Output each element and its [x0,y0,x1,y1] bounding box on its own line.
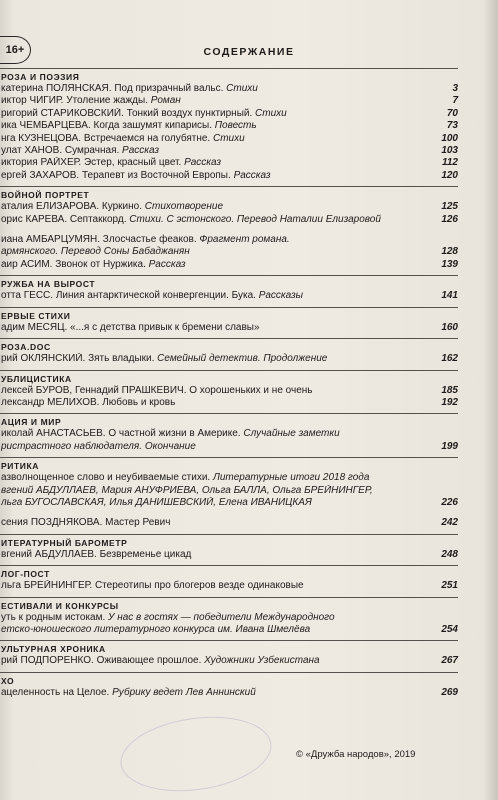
entry-page-number: 126 [441,213,458,225]
entry-genre: Рассказы [258,290,304,302]
toc-section [0,413,458,457]
toc-entry [0,259,458,271]
toc-entry [0,133,458,145]
entry-genre: Стихи [226,83,258,94]
section-heading: АЦИЯ И МИР [1,417,62,428]
entry-title [1,145,432,157]
toc-section [0,640,458,671]
entry-page-number: 160 [441,321,458,333]
entry-text: уть к родным истокам. [1,611,109,623]
entry-genre: Рассказ [233,169,271,181]
entry-text: нга КУЗНЕЦОВА. Встречаемся на голубятне. [1,132,213,144]
entry-genre: армянского. Перевод Соны Бабаджанян [1,246,190,258]
entry-genre: Рассказ [122,145,159,157]
toc-entry [0,108,458,120]
toc-entry [0,145,458,157]
toc-section [0,370,458,414]
entry-title [1,428,432,440]
entry-text: иколай АНАСТАСЬЕВ. О частной жизни в Америке. [1,428,244,440]
entry-title [1,95,432,107]
entry-page-number: 251 [441,580,458,592]
toc-entry [0,428,458,440]
toc-section [0,307,458,338]
section-heading: РОЗА.DOC [1,342,51,353]
entry-title [1,624,432,636]
entry-text: ергей ЗАХАРОВ. Терапевт из Восточной Европы. [1,169,234,181]
toc-entry [0,95,458,107]
entry-text: адим МЕСЯЦ. «...я с детства привык к бремени славы» [1,321,260,333]
entry-genre: Семейный детектив. Продолжение [157,353,328,365]
entry-text: катерина ПОЛЯНСКАЯ. Под призрачный вальс. [1,83,227,94]
entry-title [1,385,432,397]
section-heading: УЛЬТУРНАЯ ХРОНИКА [1,644,106,655]
toc-entry [0,83,458,95]
toc-entry [0,397,458,409]
entry-text: ика ЧЕМБАРЦЕВА. Когда зашумят кипарисы. [1,120,215,132]
toc-section [0,275,458,306]
entry-genre: Рассказ [184,157,222,169]
toc-entry [0,322,458,334]
toc-section [0,457,458,534]
entry-title [1,441,432,453]
entry-title [1,259,432,271]
library-stamp [116,708,277,800]
entry-page-number: 103 [441,145,458,157]
toc-section [0,672,458,703]
entry-text: отта ГЕСС. Линия антарктической конвергенции. Бука. [1,290,259,302]
toc-entry [0,120,458,132]
entry-text: рий ОКЛЯНСКИЙ. Зять владыки. [1,353,158,365]
section-heading: ЕСТИВАЛИ И КОНКУРСЫ [1,600,119,611]
entry-title [1,120,432,132]
entry-page-number: 112 [442,157,458,169]
entry-title [1,83,432,95]
toc-section [0,186,458,275]
entry-page-number: 70 [446,107,458,119]
entry-genre: Роман [150,95,181,107]
page-edge-shadow [484,0,498,800]
entry-title [1,472,432,484]
entry-text: аталия ЕЛИЗАРОВА. Куркино. [1,201,145,213]
entry-title [1,322,432,334]
entry-genre: Случайные заметки [243,428,340,440]
entry-page-number: 185 [441,384,458,396]
section-heading: ХО [1,675,15,686]
entry-text: лександр МЕЛИХОВ. Любовь и кровь [1,396,176,408]
section-heading: УБЛИЦИСТИКА [1,373,72,384]
entry-page-number: 100 [441,132,458,144]
toc-entry [0,201,458,213]
entry-title [1,353,432,365]
toc-section [0,68,458,186]
entry-genre: Стихи. С эстонского. Перевод Наталии Елизаровой [129,213,381,225]
entry-text: улат ХАНОВ. Сумрачная. [1,145,123,157]
entry-page-number: 242 [441,517,458,529]
toc-section [0,565,458,596]
entry-text: орис КАРЕВА. Септаккорд. [1,213,130,225]
section-heading: РУЖБА НА ВЫРОСТ [1,279,96,290]
toc-section [0,597,458,641]
toc-entry [0,472,458,484]
entry-title [1,655,432,667]
entry-title [1,108,432,120]
entry-page-number: 192 [441,396,458,408]
entry-genre: У нас в гостях — победители Международного [108,611,335,623]
entry-page-number: 141 [441,290,458,302]
entry-page-number: 248 [441,548,458,560]
entry-page-number: 267 [441,655,458,667]
toc-entry [0,170,458,182]
entry-genre: ристрастного наблюдателя. Окончание [1,440,196,452]
toc-section [0,338,458,369]
toc-entry [0,385,458,397]
entry-title [1,580,432,592]
entry-text: ригорий СТАРИКОВСКИЙ. Тонкий воздух пунктирный. [1,107,256,119]
section-heading: ИТЕРАТУРНЫЙ БАРОМЕТР [1,537,128,548]
toc-entry [0,214,458,226]
section-heading: ЕРВЫЕ СТИХИ [1,310,71,321]
age-rating-badge: 16+ [0,36,31,64]
entry-genre: вгений АБДУЛЛАЕВ, Мария АНУФРИЕВА, Ольга БАЛЛА, Ольга БРЕЙНИНГЕР, [1,484,373,496]
toc-entry [0,234,458,246]
entry-genre: Стихи [255,107,287,119]
entry-title [1,612,432,624]
entry-page-number: 7 [452,95,458,107]
entry-title [1,517,432,529]
toc-entry [0,441,458,453]
entry-text: азволнощенное слово и неубиваемые стихи. [1,472,213,484]
toc-entry [0,549,458,561]
entry-title [1,201,432,213]
entry-genre: Фрагмент романа. [199,234,290,246]
entry-text: вгений АБДУЛЛАЕВ. Безвременье цикад [1,548,192,560]
copyright-line: © «Дружба народов», 2019 [296,749,416,760]
entry-title [1,290,432,302]
toc-entry [0,290,458,302]
section-heading: РОЗА И ПОЭЗИЯ [1,72,80,82]
toc-entry [0,353,458,365]
entry-genre: Рассказ [148,258,186,270]
toc-entry [0,655,458,667]
entry-title [1,246,432,258]
entry-title [1,687,432,699]
entry-page-number: 162 [441,353,458,365]
entry-genre: Рубрику ведет Лев Аннинский [112,686,256,698]
entry-text: иктория РАЙХЕР. Эстер, красный цвет. [1,157,185,169]
entry-text: иктор ЧИГИР. Утоление жажды. [1,95,151,107]
entry-text: льга БРЕЙНИНГЕР. Стереотипы про блогеров везде одинаковые [1,580,304,592]
toc-entry [0,612,458,624]
toc-entry [0,687,458,699]
toc-entry [0,580,458,592]
entry-page-number: 226 [441,496,458,508]
entry-genre: Повесть [214,120,257,132]
entry-title [1,549,432,561]
toc-entry [0,157,458,169]
toc-entry [0,246,458,258]
section-heading: РИТИКА [1,461,40,472]
toc-section [0,534,458,565]
page-title: СОДЕРЖАНИЕ [203,46,295,58]
entry-genre: Художники Узбекистана [204,655,320,667]
toc-entry [0,624,458,636]
entry-page-number: 139 [441,258,458,270]
toc-entry [0,497,458,509]
entry-title [1,133,432,145]
table-of-contents [0,68,458,703]
entry-text: ацеленность на Целое. [1,686,113,698]
entry-genre: Литературные итоги 2018 года [212,472,370,484]
entry-title [1,157,432,169]
entry-page-number: 125 [441,201,458,213]
entry-page-number: 120 [441,169,458,181]
entry-genre: Стихи [212,132,245,144]
entry-title [1,170,432,182]
entry-page-number: 3 [452,83,458,94]
entry-page-number: 73 [446,120,458,132]
entry-page-number: 199 [441,440,458,452]
entry-text: аир АСИМ. Звонок от Нуржика. [1,258,149,270]
entry-page-number: 254 [441,623,458,635]
entry-title [1,214,432,226]
entry-text: сения ПОЗДНЯКОВА. Мастер Ревич [1,517,171,529]
entry-title [1,497,432,509]
entry-title [1,397,432,409]
entry-genre: льга БУГОСЛАВСКАЯ, Илья ДАНИШЕВСКИЙ, Елена ИВАНИЦКАЯ [1,496,312,508]
entry-text: иана АМБАРЦУМЯН. Злосчастье феаков. [1,234,200,246]
entry-page-number: 269 [441,686,458,698]
section-heading: ЛОГ-ПОСТ [1,569,50,580]
entry-page-number: 128 [441,246,458,258]
toc-entry [0,517,458,529]
entry-title [1,234,432,246]
toc-entry [0,485,458,497]
entry-text: лексей БУРОВ, Геннадий ПРАШКЕВИЧ. О хорошеньких и не очень [1,384,313,396]
section-heading: ВОЙНОЙ ПОРТРЕТ [1,190,90,201]
entry-text: рий ПОДПОРЕНКО. Оживающее прошлое. [1,655,205,667]
entry-title [1,485,432,497]
entry-genre: Стихотворение [144,201,223,213]
entry-genre: етско-юношеского литературного конкурса им. Ивана Шмелёва [1,623,311,635]
